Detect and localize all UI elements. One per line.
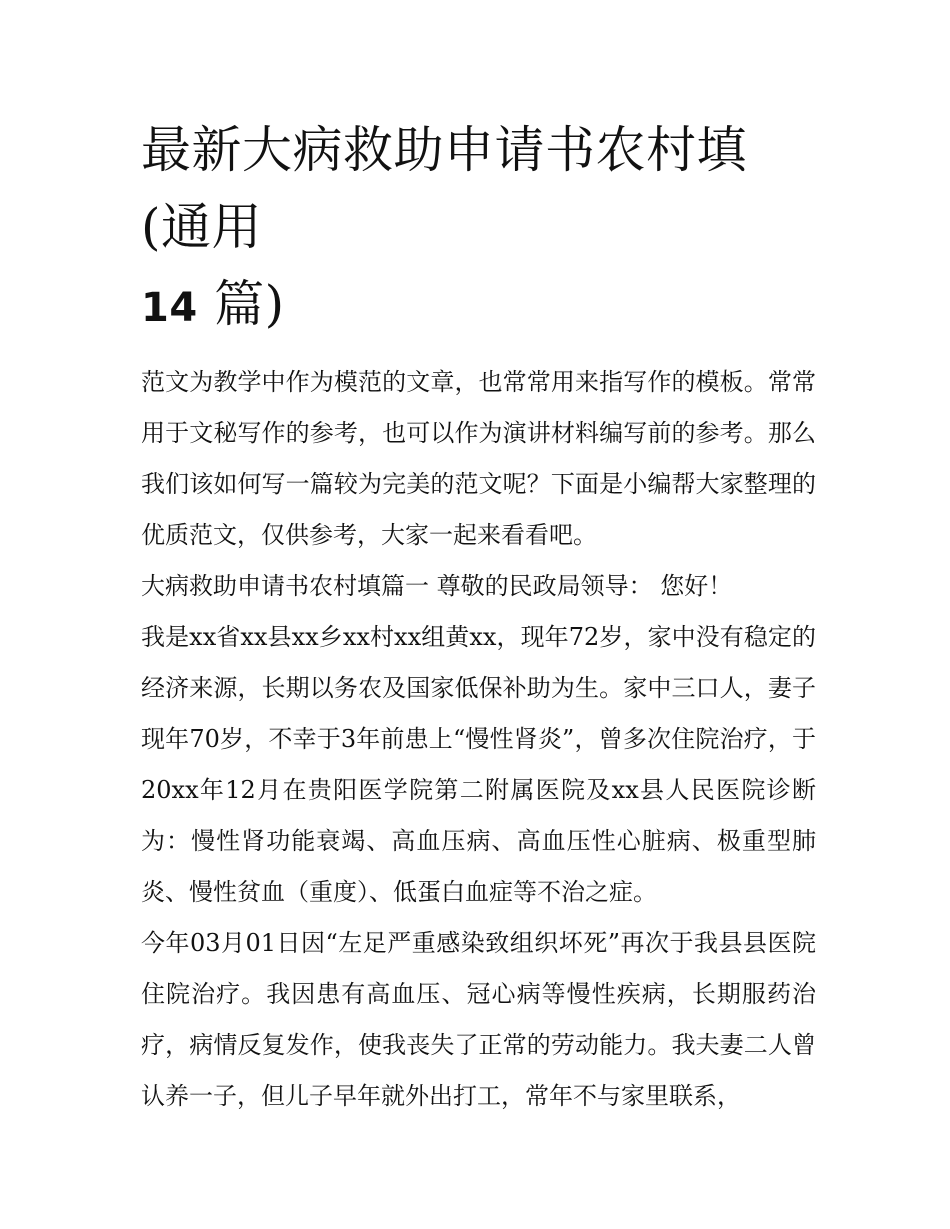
document-title	[141, 112, 816, 347]
paragraph-hospitalization: 今年03月01日因“左足严重感染致组织坏死”再次于我县县医院住院治疗。我因患有高血压、冠心病等慢性疾病，长期服药治疗，病情反复发作，使我丧失了正常的劳动能力。我夫妻二人曾认养一子，但儿子早年就外出打工，常年不与家里联系，	[141, 929, 816, 1110]
paragraph-intro: 范文为教学中作为模范的文章，也常常用来指写作的模板。常常用于文秘写作的参考，也可以作为演讲材料编写前的参考。那么我们该如何写一篇较为完美的范文呢？下面是小编帮大家整理的优质范文，仅供参考，大家一起来看看吧。	[141, 368, 816, 549]
document-body	[141, 357, 816, 1122]
title-text-part1: 最新大病救助申请书农村填(通用	[141, 121, 747, 256]
title-number: 14	[141, 285, 198, 331]
paragraph-self-introduction: 我是xx省xx县xx乡xx村xx组黄xx，现年72岁，家中没有稳定的经济来源，长期以务农及国家低保补助为生。家中三口人，妻子现年70岁，不幸于3年前患上“慢性肾炎”，曾多次住院治疗，于20xx年12月在贵阳医学院第二附属医院及xx县人民医院诊断为：慢性肾功能衰竭、高血压病、高血压性心脏病、极重型肺炎、慢性贫血（重度）、低蛋白血症等不治之症。	[141, 623, 816, 906]
paragraph-salutation: 大病救助申请书农村填篇一 尊敬的民政局领导： 您好！	[141, 572, 733, 600]
title-text-part2: 篇)	[214, 275, 285, 333]
document-content	[141, 112, 816, 1122]
